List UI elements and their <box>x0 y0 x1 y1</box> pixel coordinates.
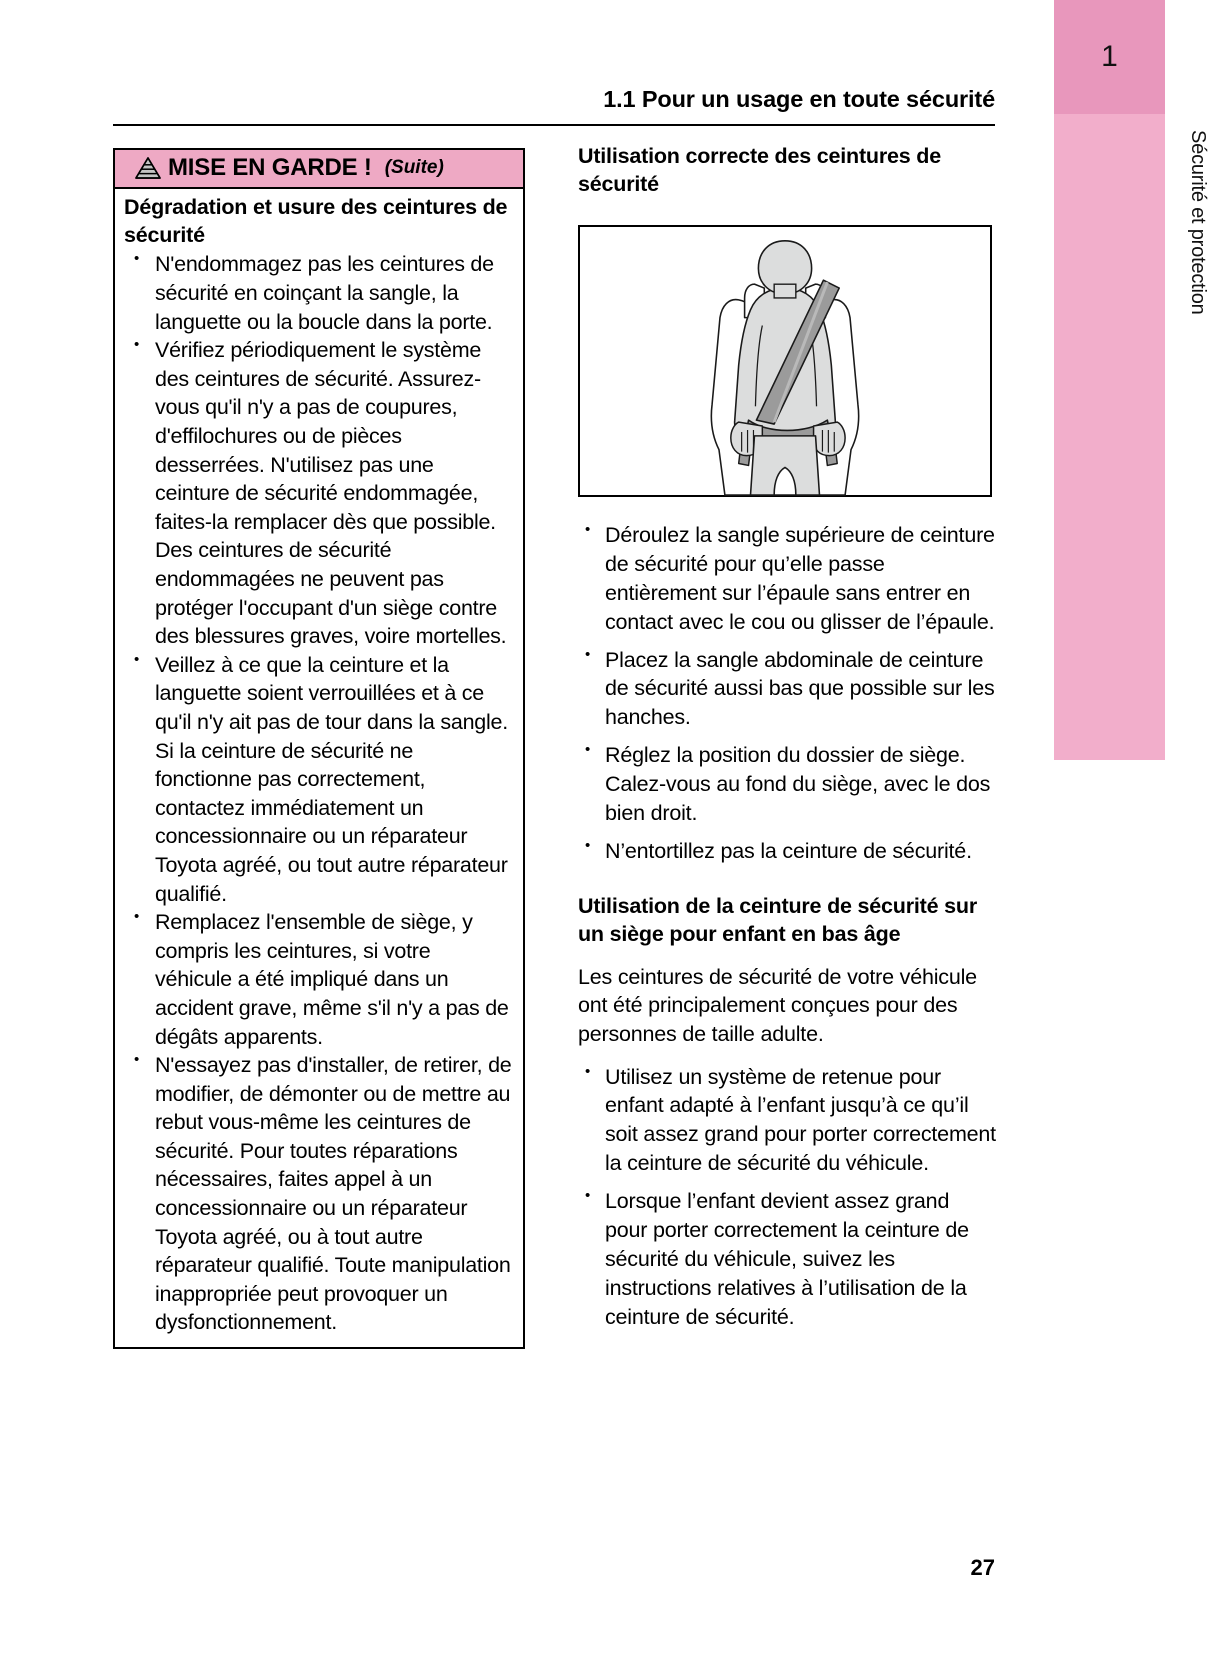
list-item: • Placez la sangle abdominale de ceinture de sécurité aussi bas que possible sur les hanches. <box>578 646 996 733</box>
list-item: • Remplacez l'ensemble de siège, y compris les ceintures, si votre véhicule a été impliqué dans un accident grave, même s'il n'y a pas de dégâts apparents. <box>124 908 513 1051</box>
left-column <box>113 148 525 1349</box>
warning-heading: Dégradation et usure des ceintures de sécurité <box>124 195 508 247</box>
spacer <box>578 875 996 893</box>
section-heading-correct-use: Utilisation correcte des ceintures de sécurité <box>578 144 942 196</box>
spacer <box>578 1049 996 1063</box>
list-item: • N’entortillez pas la ceinture de sécurité. <box>578 837 996 866</box>
list-item: • N'endommagez pas les ceintures de sécurité en coinçant la sangle, la languette ou la boucle dans la porte. <box>124 250 513 336</box>
list-item: • Réglez la position du dossier de siège. Calez-vous au fond du siège, avec le dos bien droit. <box>578 741 996 828</box>
list-item: • Vérifiez périodiquement le système des ceintures de sécurité. Assurez-vous qu'il n'y a pas de coupures, d'effilochures ou de pièces desserrées. N'utilisez pas une ceinture de sécurité endommagée, faites-la remplacer dès que possible. Des ceintures de sécurité endommagées ne peuvent pas protéger l'occupant d'un siège contre des blessures graves, voire mortelles. <box>124 336 513 651</box>
list-item: • Utilisez un système de retenue pour enfant adapté à l’enfant jusqu’à ce qu’il soit assez grand pour porter correctement la ceinture de sécurité du véhicule. <box>578 1063 996 1179</box>
seatbelt-illustration-figure <box>578 225 992 497</box>
list-item: • N'essayez pas d'installer, de retirer, de modifier, de démonter ou de mettre au rebut vous-même les ceintures de sécurité. Pour toutes réparations nécessaires, faites appel à un concessionnaire ou un réparateur Toyota agréé, ou à tout autre réparateur qualifié. Toute manipulation inappropriée peut provoquer un dysfonctionnement. <box>124 1051 513 1337</box>
list-item: • Veillez à ce que la ceinture et la languette soient verrouillées et à ce qu'il n'y ait pas de tour dans la sangle. Si la ceinture de sécurité ne fonctionne pas correctement, contactez immédiatement un concessionnaire ou un réparateur Toyota agréé, ou tout autre réparateur qualifié. <box>124 651 513 908</box>
spacer <box>578 497 996 521</box>
chapter-number: 1 <box>1101 40 1118 73</box>
warning-title: MISE EN GARDE ! <box>168 154 372 181</box>
page-title: 1.1 Pour un usage en toute sécurité <box>603 86 995 112</box>
warning-body <box>115 189 523 1347</box>
section-heading-child-seat: Utilisation de la ceinture de sécurité sur un siège pour enfant en bas âge <box>578 893 978 946</box>
list-item: • Lorsque l’enfant devient assez grand pour porter correctement la ceinture de sécurité du véhicule, suivez les instructions relatives à l’utilisation de la ceinture de sécurité. <box>578 1187 996 1332</box>
warning-bullet-list <box>124 250 513 1337</box>
right-column <box>578 143 996 1341</box>
list-item: • Déroulez la sangle supérieure de ceinture de sécurité pour qu’elle passe entièrement sur l’épaule sans entrer en contact avec le cou ou glisser de l’épaule. <box>578 521 996 637</box>
child-seat-paragraph: Les ceintures de sécurité de votre véhicule ont été principalement conçues pour des personnes de taille adulte. <box>578 964 977 1046</box>
header-divider <box>113 124 995 126</box>
chapter-number-block <box>1054 0 1165 114</box>
correct-use-bullet-list <box>578 521 996 866</box>
page-number: 27 <box>970 1555 995 1580</box>
chapter-label: Sécurité et protection <box>1187 130 1209 315</box>
warning-box <box>113 148 525 1349</box>
child-seat-bullet-list <box>578 1063 996 1332</box>
warning-triangle-icon <box>135 157 161 179</box>
chapter-tab-strip <box>1054 0 1209 760</box>
warning-title-bar <box>115 150 523 189</box>
warning-title-suffix: (Suite) <box>384 157 444 178</box>
seated-occupant-with-seatbelt-icon <box>580 227 990 495</box>
spacer <box>578 949 996 963</box>
